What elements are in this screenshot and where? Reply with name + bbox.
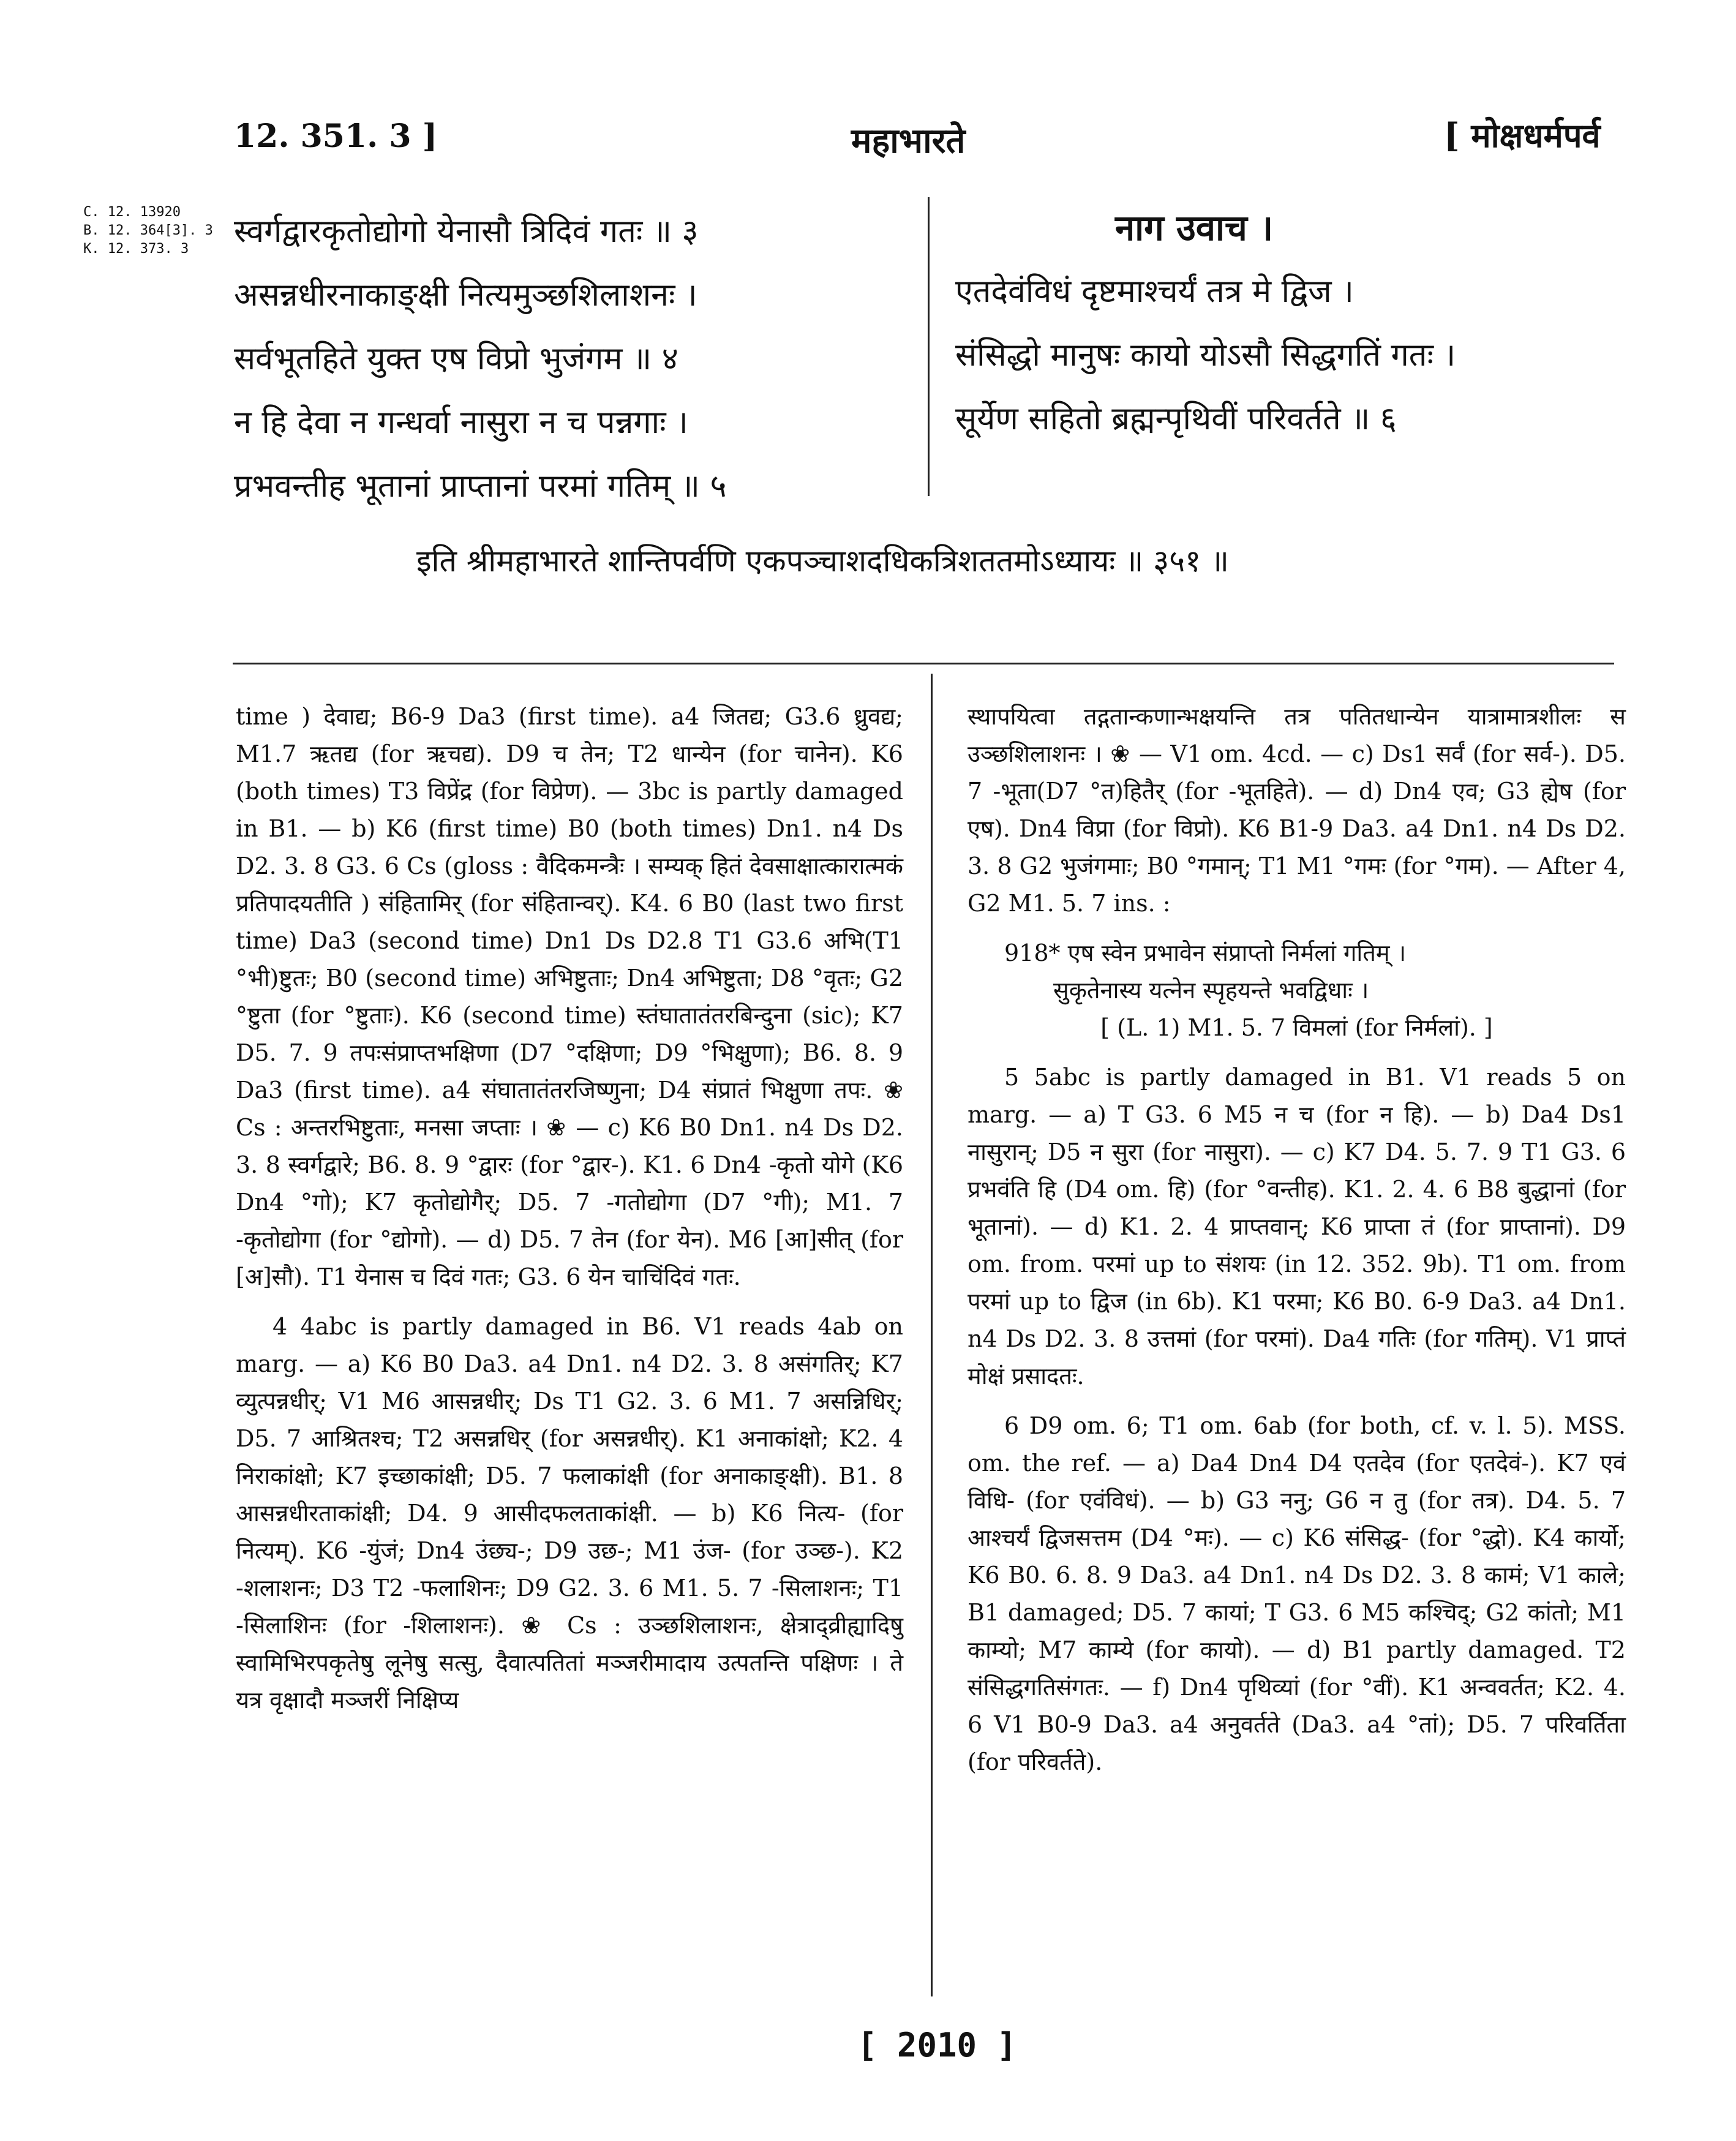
verse-line: संसिद्धो मानुषः कायो योऽसौ सिद्धगतिं गतः ।	[955, 337, 1456, 374]
concordance-bombay: B. 12. 364[3]. 3	[83, 223, 213, 238]
chapter-colophon: इति श्रीमहाभारते शान्तिपर्वणि एकपञ्चाशदधिकत्रिशततमोऽध्यायः ॥ ३५१ ॥	[416, 543, 1229, 579]
apparatus-column-divider	[931, 674, 933, 1996]
star-passage-line-1: 918* एष स्वेन प्रभावेन संप्राप्तो निर्मलां गतिम् ।	[1004, 939, 1407, 966]
page-number: [ 2010 ]	[857, 2026, 1017, 2064]
apparatus-separator-rule	[233, 663, 1614, 664]
verse-column-left	[234, 200, 901, 518]
speaker-heading: नाग उवाच ।	[1114, 207, 1274, 249]
apparatus-note-verse-4-cont: स्थापयित्वा तद्गतान्कणान्भक्षयन्ति तत्र पतितधान्येन यात्रामात्रशीलः स उञ्छशिलाशनः । ❀ — V1 om. 4cd. — c) Ds1 सर्वं (for सर्व-). D5. 7 -भूता(D7 °त)हितैर् (for -भूतहिते). — d) Dn4 एव; G3 ह्येष (for एष). Dn4 विप्रा (for विप्रो). K6 B1-9 Da3. a4 Dn1. n4 Ds D2. 3. 8 G2 भुजंगमाः; B0 °गमान्; T1 M1 °गमः (for °गम). — After 4, G2 M1. 5. 7 ins. :	[968, 703, 1626, 917]
apparatus-note-verse-3: time ) देवाद्य; B6-9 Da3 (first time). a4 जितद्य; G3.6 ध्रुवद्य; M1.7 ऋतद्य (for ऋचद्य). D9 च तेन; T2 धान्येन (for चानेन). K6 (both times) T3 विप्रेंद्र (for विप्रेण). — 3bc is partly damaged in B1. — b) K6 (first time) B0 (both times) Dn1. n4 Ds D2. 3. 8 G3. 6 Cs (gloss : वैदिकमन्त्रैः । सम्यक् हितं देवसाक्षात्कारात्मकं प्रतिपादयतीति ) संहितामिर् (for संहितान्वर्). K4. 6 B0 (last two first time) Da3 (second time) Dn1 Ds D2.8 T1 G3.6 अभि(T1 °भी)ष्टुतः; B0 (second time) अभिष्टुताः; Dn4 अभिष्टुता; D8 °वृतः; G2 °ष्टुता (for °ष्टुताः). K6 (second time) स्तंघातातंतरबिन्दुना (sic); K7 D5. 7. 9 तपःसंप्राप्तभक्षिणा (D7 °दक्षिणा; D9 °भिक्षुणा); B6. 8. 9 Da3 (first time). a4 संघातातंतरजिष्णुना; D4 संप्रातं भिक्षुणा तपः. ❀ Cs : अन्तरभिष्टुताः, मनसा जप्ताः । ❀ — c) K6 B0 Dn1. n4 Ds D2. 3. 8 स्वर्गद्वारे; B6. 8. 9 °द्वारः (for °द्वार-). K1. 6 Dn4 -कृतो योगे (K6 Dn4 °गो); K7 कृतोद्योगैर्; D5. 7 -गतोद्योगा (D7 °गी); M1. 7 -कृतोद्योगा (for °द्योगो). — d) D5. 7 तेन (for येन). M6 [आ]सीत् (for [अ]सौ). T1 येनास च दिवं गतः; G3. 6 येन चाचिंदिवं गतः.	[236, 703, 903, 1290]
concordance-calcutta: C. 12. 13920	[83, 205, 181, 220]
verse-line: प्रभवन्तीह भूतानां प्राप्तानां परमां गतिम् ॥ ५	[234, 468, 727, 505]
verse-line: स्वर्गद्वारकृतोद्योगो येनासौ त्रिदिवं गतः ॥ ३	[234, 213, 699, 250]
verse-line: असन्नधीरनाकाङ्क्षी नित्यमुञ्छशिलाशनः ।	[234, 277, 697, 314]
critical-apparatus-left	[236, 698, 903, 1731]
page-reference: 12. 351. 3 ]	[234, 118, 438, 155]
apparatus-note-verse-6: 6 D9 om. 6; T1 om. 6ab (for both, cf. v. l. 5). MSS. om. the ref. — a) Da4 Dn4 D4 एतदेव (for एतदेवं-). K7 एवं विधि- (for एवंविधं). — b) G3 ननु; G6 न तु (for तत्र). D4. 5. 7 आश्चर्यं द्विजसत्तम (D4 °मः). — c) K6 संसिद्ध- (for °द्धो). K4 कार्यो; K6 B0. 6. 8. 9 Da3. a4 Dn1. n4 Ds D2. 3. 8 कामं; V1 काले; B1 damaged; D5. 7 कायां; T G3. 6 M5 कश्चिद्; G2 कांतो; M1 काम्यो; M7 काम्ये (for कायो). — d) B1 partly damaged. T2 संसिद्धगतिसंगतः. — f) Dn4 पृथिव्यां (for °वीं). K1 अन्ववर्तत; K2. 4. 6 V1 B0-9 Da3. a4 अनुवर्तते (Da3. a4 °तां); D5. 7 परिवर्तिता (for परिवर्तते).	[968, 1412, 1626, 1775]
verse-column-right	[955, 196, 1653, 451]
verse-line: एतदेवंविधं दृष्टमाश्चर्यं तत्र मे द्विज ।	[955, 273, 1354, 310]
verse-line: सर्वभूतहिते युक्त एष विप्रो भुजंगम ॥ ४	[234, 341, 678, 377]
apparatus-note-verse-4: 4 4abc is partly damaged in B6. V1 reads 4ab on marg. — a) K6 B0 Da3. a4 Dn1. n4 D2. 3. 8 असंगतिर्; K7 व्युत्पन्नधीर्; V1 M6 आसन्नधीर्; Ds T1 G2. 3. 6 M1. 7 असन्निधिर्; D5. 7 आश्रितश्च; T2 असन्नधिर् (for असन्नधीर्). K1 अनाकांक्षो; K2. 4 निराकांक्षो; K7 इच्छाकांक्षी; D5. 7 फलाकांक्षी (for अनाकाङ्क्षी). B1. 8 आसन्नधीरताकांक्षी; D4. 9 आसीदफलताकांक्षी. — b) K6 नित्य- (for नित्यम्). K6 -युंजं; Dn4 उंछ्य-; D9 उछ-; M1 उंज- (for उञ्छ-). K2 -शलाशनः; D3 T2 -फलाशिनः; D9 G2. 3. 6 M1. 5. 7 -सिलाशनः; T1 -सिलाशिनः (for -शिलाशनः). ❀ Cs : उञ्छशिलाशनः, क्षेत्राद्व्रीह्यादिषु स्वामिभिरपकृतेषु लूनेषु सत्सु, दैवात्पतितां मञ्जरीमादाय उत्पतन्ति पक्षिणः । ते यत्र वृक्षादौ मञ्जरीं निक्षिप्य	[236, 1313, 903, 1714]
critical-apparatus-right	[968, 698, 1626, 1793]
star-passage-line-2: सुकृतेनास्य यत्नेन स्पृहयन्ते भवद्विधाः ।	[1053, 977, 1369, 1004]
running-title: महाभारते	[851, 121, 966, 161]
concordance-references	[83, 203, 213, 258]
concordance-kumbhakonam: K. 12. 373. 3	[83, 241, 189, 257]
apparatus-note-verse-5: 5 5abc is partly damaged in B1. V1 reads 5 on marg. — a) T G3. 6 M5 न च (for न हि). — b) Da4 Ds1 नासुरान्; D5 न सुरा (for नासुरा). — c) K7 D4. 5. 7. 9 T1 G3. 6 प्रभवंति हि (D4 om. हि) (for °वन्तीह). K1. 2. 4. 6 B8 बुद्धानां (for भूतानां). — d) K1. 2. 4 प्राप्तवान्; K6 प्राप्ता तं (for प्राप्तानां). D9 om. from. परमां up to संशयः (in 12. 352. 9b). T1 om. from परमां up to द्विज (in 6b). K1 परमा; K6 B0. 6-9 Da3. a4 Dn1. n4 Ds D2. 3. 8 उत्तमां (for परमां). Da4 गतिः (for गतिम्). V1 प्राप्तं मोक्षं प्रसादतः.	[968, 1064, 1626, 1390]
verse-column-divider	[928, 197, 930, 496]
verse-line: सूर्येण सहितो ब्रह्मन्पृथिवीं परिवर्तते ॥ ६	[955, 401, 1397, 437]
verse-line: न हि देवा न गन्धर्वा नासुरा न च पन्नगाः ।	[234, 404, 688, 441]
parvan-title: [ मोक्षधर्मपर्व	[1444, 116, 1601, 155]
star-passage-variant: [ (L. 1) M1. 5. 7 विमलां (for निर्मलां). ]	[1100, 1014, 1493, 1041]
